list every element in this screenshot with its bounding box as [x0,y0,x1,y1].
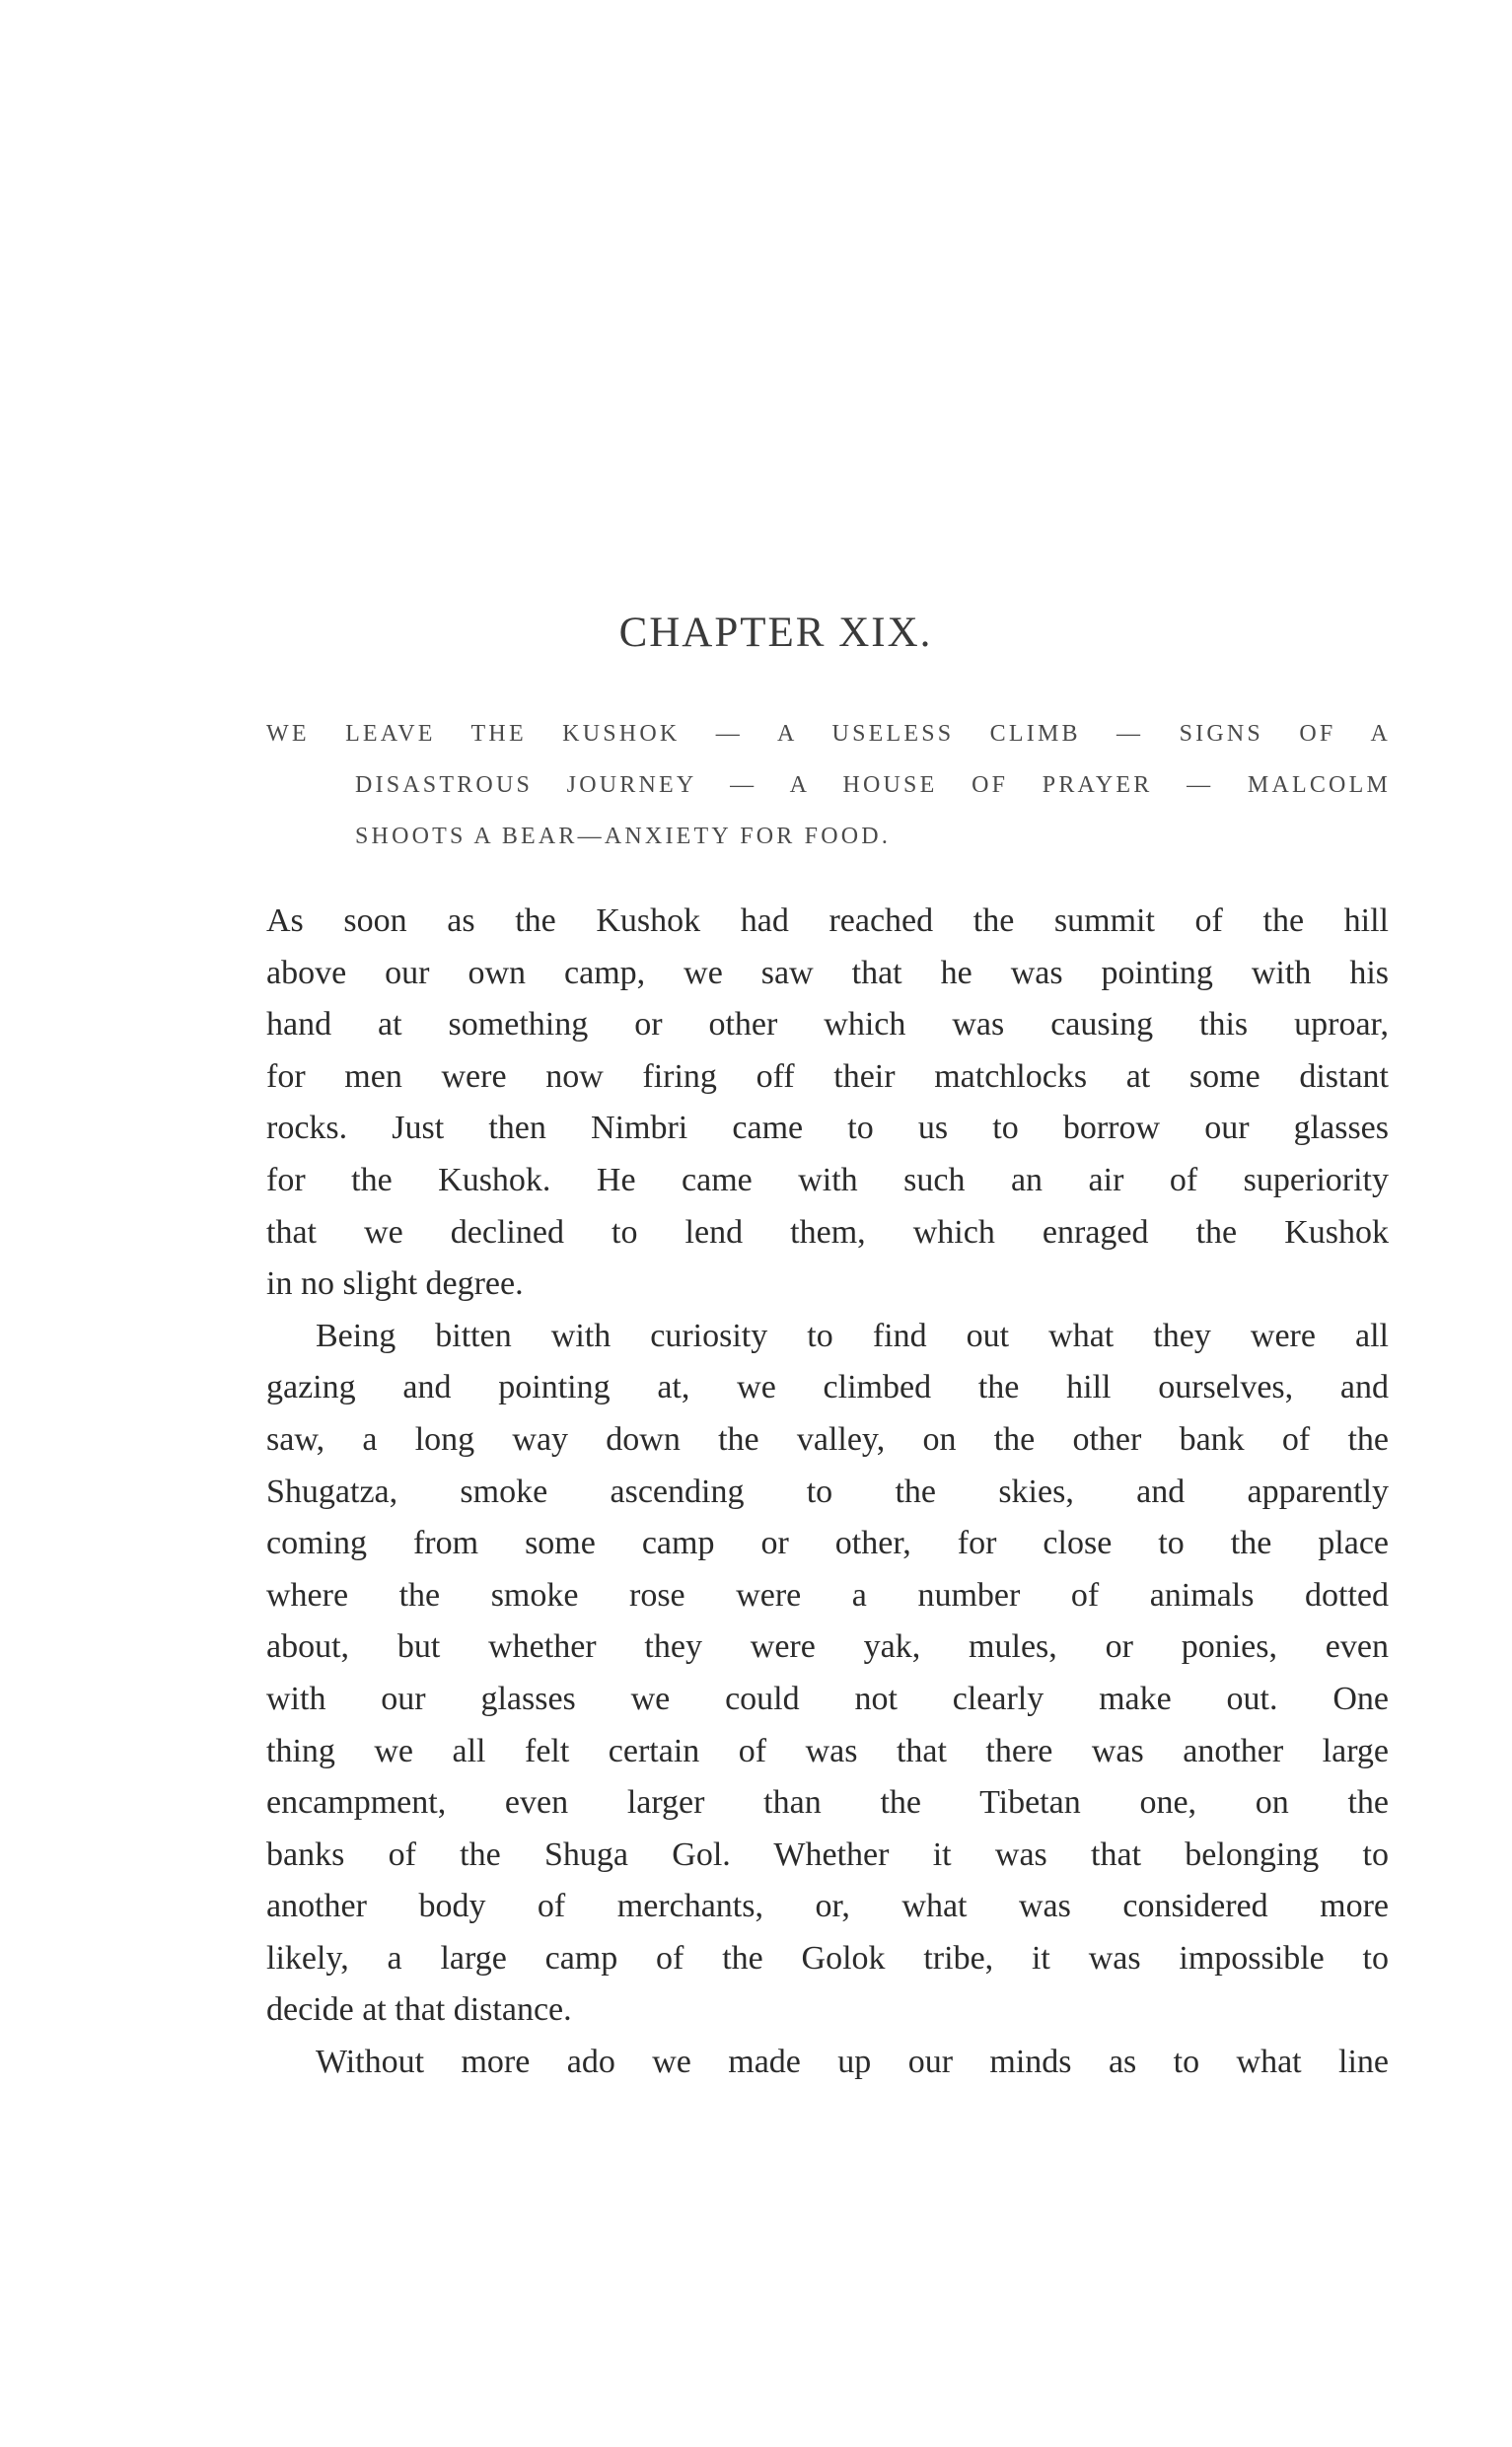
synopsis-line: DISASTROUS JOURNEY — A HOUSE OF PRAYER — MALCOLM [355,772,1391,798]
text-line: gazing and pointing at, we climbed the hill ourselves, and [266,1369,1389,1406]
text-line: thing we all felt certain of was that there was another large [266,1732,1389,1769]
text-line: rocks. Just then Nimbri came to us to borrow our glasses [266,1110,1389,1147]
text-line: likely, a large camp of the Golok tribe, it was impossible to [266,1939,1389,1977]
text-line: Being bitten with curiosity to find out what they were all [316,1317,1389,1354]
chapter-synopsis [266,708,1391,862]
text-line: for the Kushok. He came with such an air of superiority [266,1161,1389,1198]
text-line: in no slight degree. [266,1265,524,1303]
text-line: another body of merchants, or, what was considered more [266,1888,1389,1925]
chapter-heading: CHAPTER XIX. [618,610,933,656]
text-line: above our own camp, we saw that he was pointing with his [266,954,1389,991]
text-line: encampment, even larger than the Tibetan one, on the [266,1784,1389,1822]
text-line: decide at that distance. [266,1991,572,2029]
text-line: for men were now firing off their matchlocks at some distant [266,1057,1389,1095]
text-line: As soon as the Kushok had reached the summit of the hill [266,902,1389,939]
synopsis-line: WE LEAVE THE KUSHOK — A USELESS CLIMB — SIGNS OF A [266,721,1391,747]
text-line: coming from some camp or other, for close to the place [266,1525,1389,1562]
text-line: about, but whether they were yak, mules, or ponies, even [266,1628,1389,1666]
text-line: saw, a long way down the valley, on the other bank of the [266,1420,1389,1458]
text-line: Shugatza, smoke ascending to the skies, and apparently [266,1473,1389,1510]
text-line: hand at something or other which was causing this uproar, [266,1006,1389,1044]
text-line: banks of the Shuga Gol. Whether it was that belonging to [266,1835,1389,1873]
text-line: with our glasses we could not clearly make out. One [266,1680,1389,1717]
body-text [266,896,1389,2089]
synopsis-line: SHOOTS A BEAR—ANXIETY FOR FOOD. [355,824,892,849]
text-line: where the smoke rose were a number of animals dotted [266,1576,1389,1614]
text-line: Without more ado we made up our minds as to what line [316,2044,1389,2081]
text-line: that we declined to lend them, which enraged the Kushok [266,1213,1389,1251]
